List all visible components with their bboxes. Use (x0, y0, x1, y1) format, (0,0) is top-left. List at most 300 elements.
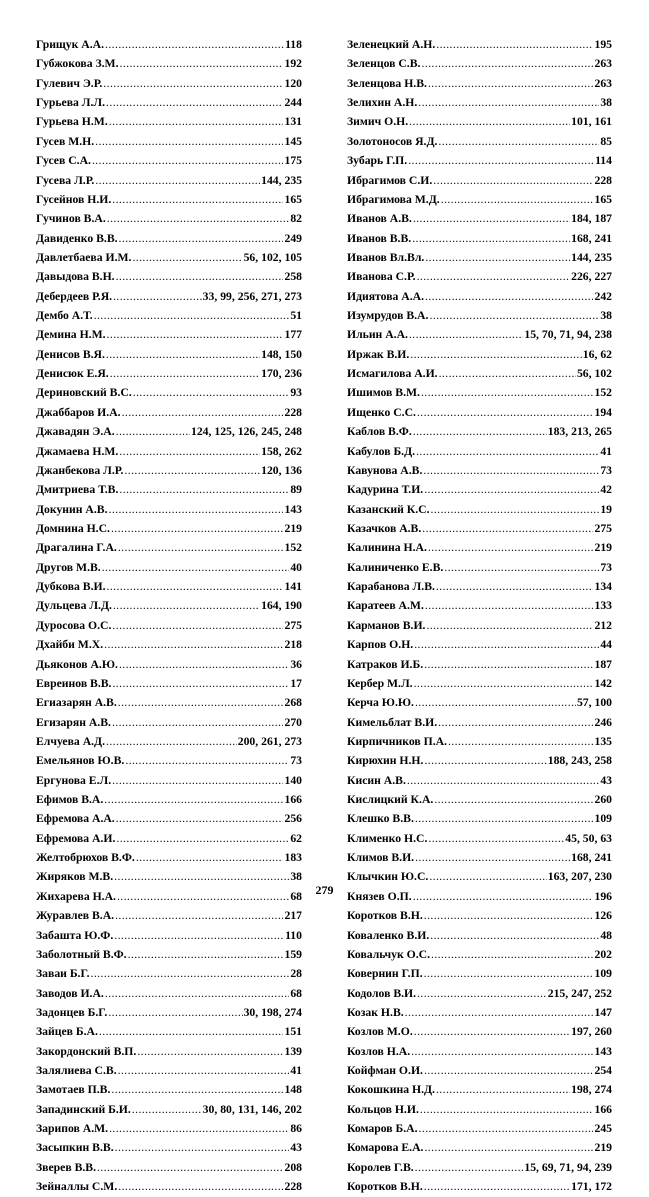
dot-leader (112, 616, 283, 635)
author-name: Кербер М.Л. (347, 676, 413, 690)
page-references: 163, 207, 230 (547, 870, 612, 884)
index-entry (36, 732, 302, 751)
dot-leader (413, 209, 570, 228)
dot-leader (415, 809, 594, 828)
page-references: 215, 247, 252 (547, 986, 612, 1000)
index-entry (347, 209, 612, 228)
author-name: Ковальчук О.С. (347, 947, 431, 961)
page-references: 194 (594, 405, 612, 419)
author-name: Ефремова А.А. (36, 812, 115, 826)
dot-leader (112, 713, 284, 732)
author-name: Жихарева Н.А. (36, 889, 116, 903)
dot-leader (116, 267, 284, 286)
index-entry (347, 945, 612, 964)
page-references: 171, 172 (571, 1180, 612, 1194)
index-entry (36, 809, 302, 828)
index-entry (36, 306, 302, 325)
page-references: 56, 102, 105 (243, 250, 302, 264)
dot-leader (119, 229, 284, 248)
dot-leader (436, 577, 594, 596)
page-references: 41 (600, 444, 612, 458)
index-entry (36, 190, 302, 209)
author-name: Забашта Ю.Ф. (36, 928, 114, 942)
author-name: Керча Ю.Ю. (347, 696, 414, 710)
dot-leader (424, 655, 593, 674)
dot-leader (118, 538, 284, 557)
page-references: 275 (284, 618, 302, 632)
page-references: 166 (594, 1102, 612, 1116)
dot-leader (424, 1138, 593, 1157)
page-references: 56, 102 (576, 367, 612, 381)
dot-leader (430, 926, 599, 945)
dot-leader (433, 171, 593, 190)
page-references: 42 (600, 483, 612, 497)
index-entry (36, 364, 302, 383)
index-entry (347, 906, 612, 925)
page-references: 38 (290, 870, 302, 884)
index-entry (347, 616, 612, 635)
author-name: Гурьева Л.Л. (36, 96, 106, 110)
index-entry (36, 674, 302, 693)
dot-leader (112, 674, 289, 693)
dot-leader (99, 1022, 284, 1041)
index-entry (36, 480, 302, 499)
page-references: 175 (284, 154, 302, 168)
index-entry (347, 848, 612, 867)
dot-leader (105, 35, 284, 54)
author-name: Домнина Н.С. (36, 521, 110, 535)
dot-leader (434, 790, 593, 809)
index-entry (36, 442, 302, 461)
page-references: 217 (284, 909, 302, 923)
page-references: 200, 261, 273 (237, 734, 302, 748)
dot-leader (424, 906, 594, 925)
dot-leader (436, 35, 593, 54)
index-entry (36, 1003, 302, 1022)
index-entry (36, 35, 302, 54)
author-name: Джавадян Э.А. (36, 425, 115, 439)
index-entry (36, 461, 302, 480)
index-entry (36, 829, 302, 848)
index-entry (36, 1100, 302, 1119)
dot-leader (414, 674, 594, 693)
page-references: 109 (594, 812, 612, 826)
index-entry (347, 1003, 612, 1022)
index-entry (36, 74, 302, 93)
dot-leader (95, 171, 260, 190)
page-references: 19 (600, 502, 612, 516)
author-name: Елчуева А.Д. (36, 734, 106, 748)
author-name: Засыпкин В.В. (36, 1141, 114, 1155)
index-entry (36, 964, 302, 983)
page-references: 228 (284, 405, 302, 419)
index-entry (36, 635, 302, 654)
dot-leader (118, 1177, 283, 1196)
page-references: 82 (290, 212, 302, 226)
index-entry (36, 229, 302, 248)
page-references: 33, 99, 256, 271, 273 (202, 289, 302, 303)
dot-leader (423, 461, 599, 480)
dot-leader (133, 383, 290, 402)
page-references: 218 (284, 638, 302, 652)
author-name: Кирпичников П.А. (347, 734, 447, 748)
dot-leader (417, 403, 594, 422)
dot-leader (431, 945, 593, 964)
author-name: Комарова Е.А. (347, 1141, 424, 1155)
author-name: Каблов В.Ф. (347, 425, 412, 439)
dot-leader (116, 809, 284, 828)
index-entry (36, 693, 302, 712)
page-references: 124, 125, 126, 245, 248 (190, 425, 302, 439)
index-entry (347, 461, 612, 480)
page-references: 202 (594, 947, 612, 961)
author-name: Егиазарян А.В. (36, 696, 117, 710)
index-entry (347, 442, 612, 461)
page-references: 188, 243, 258 (547, 754, 612, 768)
page-references: 219 (284, 521, 302, 535)
dot-leader (407, 771, 599, 790)
dot-leader (436, 1080, 570, 1099)
index-entry (36, 151, 302, 170)
page-references: 228 (594, 173, 612, 187)
dot-leader (420, 1100, 594, 1119)
index-entry (347, 1042, 612, 1061)
author-name: Ергунова Е.Л. (36, 773, 112, 787)
index-entry (36, 1177, 302, 1196)
page-references: 144, 235 (571, 250, 612, 264)
author-name: Емельянов Ю.В. (36, 754, 125, 768)
index-entry (36, 1119, 302, 1138)
index-entry (36, 519, 302, 538)
index-entry (36, 848, 302, 867)
page-references: 165 (594, 192, 612, 206)
dot-leader (441, 190, 594, 209)
page-references: 110 (285, 928, 302, 942)
index-entry (36, 538, 302, 557)
dot-leader (110, 364, 260, 383)
author-name: Закордонский В.П. (36, 1044, 137, 1058)
page-references: 41 (290, 1064, 302, 1078)
author-name: Дьяконов А.Ю. (36, 657, 118, 671)
dot-leader (107, 325, 284, 344)
dot-leader (424, 751, 546, 770)
dot-leader (114, 926, 284, 945)
author-name: Иванов А.В. (347, 212, 412, 226)
dot-leader (414, 1022, 570, 1041)
page-references: 143 (284, 502, 302, 516)
dot-leader (416, 442, 599, 461)
author-name: Гулевич Э.Р. (36, 76, 103, 90)
page-references: 131 (284, 115, 302, 129)
index-entry (347, 306, 612, 325)
index-entry (36, 209, 302, 228)
page-references: 36 (290, 657, 302, 671)
author-name: Кольцов Н.И. (347, 1102, 419, 1116)
index-entry (347, 74, 612, 93)
page-references: 73 (290, 754, 302, 768)
page-references: 120 (284, 76, 302, 90)
page-references: 246 (594, 715, 612, 729)
author-name: Катраков И.Б. (347, 657, 424, 671)
index-entry (347, 54, 612, 73)
page-references: 51 (290, 309, 302, 323)
author-name: Драгалина Г.А. (36, 541, 117, 555)
dot-leader (414, 635, 599, 654)
page-references: 73 (600, 560, 612, 574)
page-references: 166 (284, 793, 302, 807)
page-references: 196 (594, 889, 612, 903)
index-entry (347, 1022, 612, 1041)
author-name: Гусев М.Н. (36, 134, 95, 148)
dot-leader (125, 751, 289, 770)
page-references: 249 (284, 231, 302, 245)
page-references: 192 (284, 57, 302, 71)
index-entry (36, 403, 302, 422)
dot-leader (415, 848, 570, 867)
index-entry (36, 54, 302, 73)
author-name: Зеленцов С.В. (347, 57, 421, 71)
page-references: 228 (284, 1180, 302, 1194)
dot-leader (106, 345, 260, 364)
author-name: Комаров Б.А. (347, 1122, 418, 1136)
index-entry (36, 790, 302, 809)
dot-leader (415, 1158, 524, 1177)
index-entry (347, 1158, 612, 1177)
dot-leader (431, 500, 600, 519)
author-name: Зеленцова Н.В. (347, 76, 427, 90)
dot-leader (107, 209, 290, 228)
page-references: 184, 187 (571, 212, 612, 226)
dot-leader (128, 945, 284, 964)
page-references: 168, 241 (571, 231, 612, 245)
dot-leader (438, 132, 599, 151)
page-references: 17 (290, 676, 302, 690)
dot-leader (109, 112, 284, 131)
dot-leader (118, 1061, 290, 1080)
index-entry (36, 1061, 302, 1080)
author-name: Зарипов А.М. (36, 1122, 109, 1136)
index-entry (36, 267, 302, 286)
dot-leader (429, 306, 599, 325)
index-entry (36, 248, 302, 267)
author-name: Дуросова О.С. (36, 618, 112, 632)
page-references: 198, 274 (571, 1083, 612, 1097)
author-name: Грищук А.А. (36, 38, 105, 51)
author-name: Западинский Б.И. (36, 1102, 131, 1116)
page-references: 165 (284, 192, 302, 206)
page-references: 44 (600, 638, 612, 652)
page-references: 86 (290, 1122, 302, 1136)
index-entry (347, 790, 612, 809)
index-entry (36, 1022, 302, 1041)
dot-leader (425, 596, 594, 615)
index-entry (36, 596, 302, 615)
author-name: Демина Н.М. (36, 328, 106, 342)
index-entry (36, 325, 302, 344)
author-name: Замотаев П.В. (36, 1083, 111, 1097)
index-entry (347, 596, 612, 615)
index-entry (36, 287, 302, 306)
author-name: Кирюхин Н.Н. (347, 754, 424, 768)
author-name: Ефимов В.А. (36, 793, 104, 807)
dot-leader (424, 1177, 570, 1196)
page-references: 170, 236 (261, 367, 302, 381)
page-references: 177 (284, 328, 302, 342)
dot-leader (116, 829, 289, 848)
dot-leader (422, 519, 593, 538)
index-entry (347, 771, 612, 790)
dot-leader (439, 364, 576, 383)
page-references: 183 (284, 851, 302, 865)
page-references: 226, 227 (571, 270, 612, 284)
author-name: Ибрагимова М.Д. (347, 192, 440, 206)
index-entry (347, 1061, 612, 1080)
index-entry (36, 751, 302, 770)
page-references: 143 (594, 1044, 612, 1058)
dot-leader (409, 325, 523, 344)
index-entry (347, 732, 612, 751)
author-name: Кокошкина Н.Д. (347, 1083, 435, 1097)
dot-leader (115, 1138, 290, 1157)
page-references: 147 (594, 1005, 612, 1019)
dot-leader (424, 480, 599, 499)
page-references: 245 (594, 1122, 612, 1136)
index-entry (36, 383, 302, 402)
page-references: 242 (594, 289, 612, 303)
author-name: Зейналлы С.М. (36, 1180, 118, 1194)
index-entry (347, 558, 612, 577)
page-references: 151 (284, 1025, 302, 1039)
page-references: 133 (594, 599, 612, 613)
author-name: Каратеев А.М. (347, 599, 424, 613)
author-name: Заводов И.А. (36, 986, 104, 1000)
index-entry (347, 964, 612, 983)
author-name: Дериновский В.С. (36, 386, 132, 400)
author-name: Дембо А.Т. (36, 309, 93, 323)
dot-leader (421, 383, 594, 402)
dot-leader (438, 713, 593, 732)
dot-leader (119, 480, 289, 499)
dot-leader (448, 732, 593, 751)
author-name: Заваи Б.Г. (36, 967, 90, 981)
author-name: Козлов М.О. (347, 1025, 413, 1039)
dot-leader (102, 558, 290, 577)
author-name: Кимельблат В.И. (347, 715, 438, 729)
index-entry (347, 655, 612, 674)
dot-leader (409, 112, 570, 131)
author-name: Ишимов В.М. (347, 386, 420, 400)
page-references: 195 (594, 38, 612, 51)
page-references: 197, 260 (571, 1025, 612, 1039)
page-references: 30, 198, 274 (243, 1005, 302, 1019)
page-references: 135 (594, 734, 612, 748)
dot-leader (106, 732, 237, 751)
dot-leader (428, 538, 594, 557)
dot-leader (103, 74, 283, 93)
dot-leader (105, 984, 289, 1003)
page-references: 30, 80, 131, 146, 202 (202, 1102, 302, 1116)
page-references: 45, 50, 63 (565, 831, 612, 845)
author-name: Коротков В.Н. (347, 1180, 423, 1194)
index-entry (347, 538, 612, 557)
index-entry (36, 1138, 302, 1157)
author-name: Иванова С.Р. (347, 270, 416, 284)
author-name: Жиряков М.В. (36, 870, 114, 884)
page-references: 85 (600, 134, 612, 148)
page-references: 256 (284, 812, 302, 826)
index-entry (347, 1177, 612, 1196)
dot-leader (424, 1061, 594, 1080)
author-name: Гусев С.А. (36, 154, 91, 168)
page-references: 158, 262 (261, 444, 302, 458)
index-entry (36, 422, 302, 441)
dot-leader (132, 1100, 202, 1119)
index-entry (36, 984, 302, 1003)
page-references: 43 (600, 773, 612, 787)
page-references: 270 (284, 715, 302, 729)
dot-leader (111, 1080, 283, 1099)
dot-leader (112, 190, 283, 209)
dot-leader (112, 771, 283, 790)
author-name: Докунин А.В. (36, 502, 108, 516)
index-column-right (347, 35, 612, 1197)
author-name: Дубкова В.И. (36, 580, 106, 594)
page-references: 38 (600, 96, 612, 110)
page-references: 258 (284, 270, 302, 284)
index-entry (347, 1138, 612, 1157)
index-entry (36, 500, 302, 519)
author-name: Коваленко В.И. (347, 928, 430, 942)
author-name: Залялиева С.В. (36, 1064, 117, 1078)
author-name: Идиятова А.А. (347, 289, 425, 303)
author-name: Дхайби М.Х. (36, 638, 104, 652)
page-references: 93 (290, 386, 302, 400)
index-entry (36, 345, 302, 364)
dot-leader (109, 500, 284, 519)
page-references: 254 (594, 1064, 612, 1078)
author-name: Желтобрюхов В.Ф. (36, 851, 135, 865)
page-references: 73 (600, 463, 612, 477)
author-name: Исмагилова А.И. (347, 367, 438, 381)
author-name: Дебердеев Р.Я. (36, 289, 113, 303)
index-entry (36, 1080, 302, 1099)
dot-leader (425, 287, 593, 306)
dot-leader (408, 151, 594, 170)
index-entry (347, 984, 612, 1003)
dot-leader (418, 93, 599, 112)
dot-leader (411, 1042, 593, 1061)
page-references: 48 (600, 928, 612, 942)
author-name: Егизарян А.В. (36, 715, 111, 729)
dot-leader (104, 790, 283, 809)
page-references: 38 (600, 309, 612, 323)
author-name: Изумрудов В.А. (347, 309, 429, 323)
index-entry (36, 1042, 302, 1061)
author-name: Зеленецкий А.Н. (347, 38, 436, 51)
dot-leader (426, 616, 593, 635)
index-entry (347, 248, 612, 267)
dot-leader (132, 248, 242, 267)
author-name: Клименко Н.С. (347, 831, 428, 845)
page-references: 57, 100 (576, 696, 612, 710)
dot-leader (405, 1003, 594, 1022)
author-name: Гусейнов Н.И. (36, 192, 112, 206)
page-references: 126 (594, 909, 612, 923)
page-references: 118 (285, 38, 302, 51)
dot-leader (119, 655, 289, 674)
index-column-left (36, 35, 302, 1197)
dot-leader (109, 1119, 289, 1138)
